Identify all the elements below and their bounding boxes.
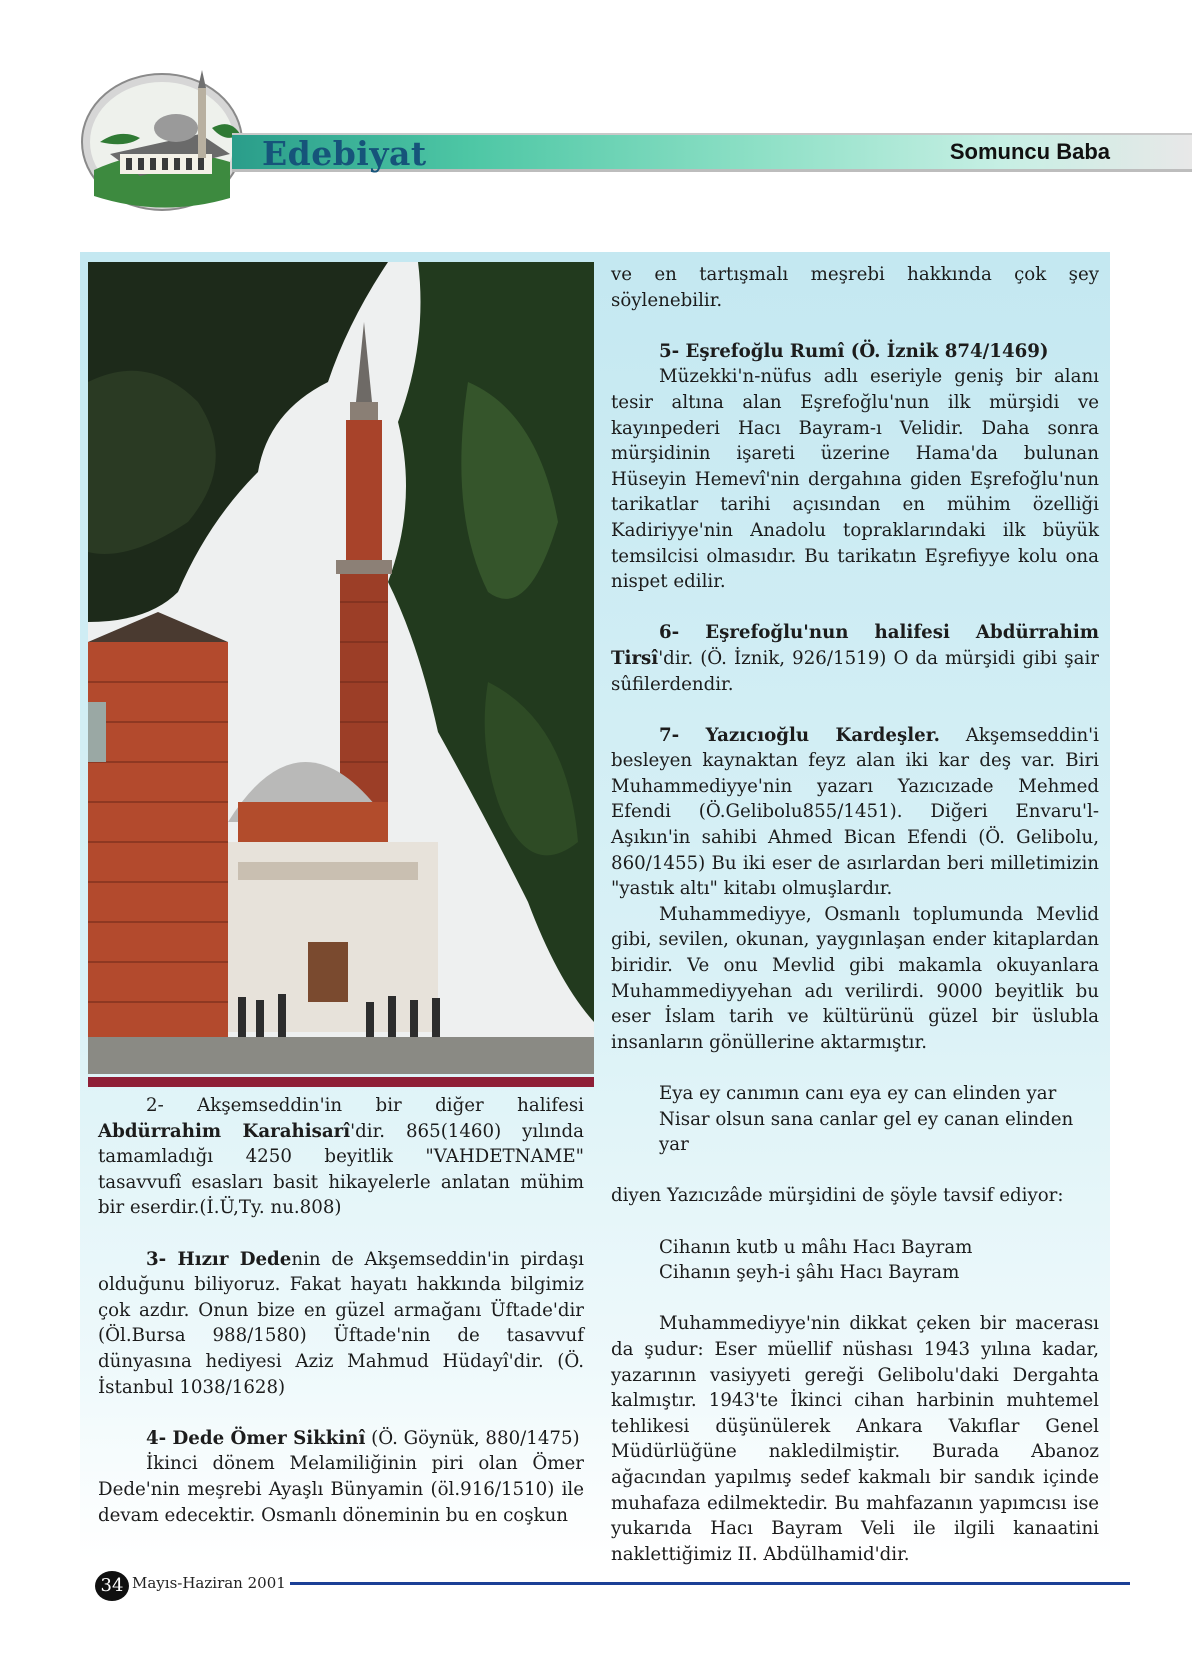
verse-line: Nisar olsun sana canlar gel ey canan elinden yar bbox=[659, 1108, 1074, 1156]
page-number: 34 bbox=[95, 1571, 129, 1601]
paragraph-7: 7- Yazıcıoğlu Kardeşler. Akşemseddin'i besleyen kaynaktan feyz alan iki kar deş var. Biri Muhammediyye'nin yazarı Yazıcızade Mehmed Efendi (Ö.Gelibolu855/1451). Diğeri Envaru'l-Aşıkın'in sahibi Ahmed Bican Efendi (Ö. Gelibolu, 860/1455) Bu iki eser de asırlardan beri milletimizin "yastık altı" kitabı olmuşlardır. bbox=[611, 724, 1099, 900]
paragraph-9: Muhammediyye'nin dikkat çeken bir macerası da şudur: Eser müellif nüshası 1943 yılına kadar, yazarının vasiyyeti gereği Gelibolu'daki Dergahta kalmıştır. 1943'te İkinci cihan harbinin muhtemel tehlikesi düşünülerek Ankara Vakıflar Genel Müdürlüğüne nakledilmiştir. Burada Abanoz ağacından yapılmış sedef kakmalı bir sandık içinde muhafaza edilmektedir. Bu mahfazanın yapımcısı ise yukarıda Hacı Bayram Veli ile ilgili kanaatini naklettiğimiz II. Abdülhamid'dir. bbox=[611, 1313, 1099, 1565]
mosque-photo-image bbox=[88, 262, 594, 1074]
section-title: Edebiyat bbox=[262, 134, 427, 173]
issue-date: Mayıs-Haziran 2001 bbox=[132, 1574, 286, 1592]
heading-abdurrahim-tirsi: 6- Eşrefoğlu'nun halifesi Abdürrahim Tirsî bbox=[611, 622, 1099, 669]
verse-line: Cihanın şeyh-i şâhı Hacı Bayram bbox=[659, 1262, 960, 1284]
paragraph-3: 3- Hızır Dedenin de Akşemseddin'in pirdaşı olduğunu biliyoruz. Fakat hayatı hakkında bilgimiz çok azdır. Onun bize en güzel armağanı Üftade'dir (Öl.Bursa 988/1580) Üftade'nin de tasavvuf dünyasına hediyesi Aziz Mahmud Hüdayî'dir. (Ö. İstanbul 1038/1628) bbox=[98, 1248, 584, 1398]
bridge-sentence: diyen Yazıcızâde mürşidini de şöyle tavsif ediyor: bbox=[611, 1185, 1064, 1207]
name-abdurrahim-karahisari: Abdürrahim Karahisarî bbox=[98, 1120, 351, 1142]
heading-dede-omer-sikkini: 4- Dede Ömer Sikkinî bbox=[146, 1427, 366, 1449]
continued-paragraph: ve en tartışmalı meşrebi hakkında çok şey söylenebilir. bbox=[611, 264, 1099, 311]
paragraph-6: 6- Eşrefoğlu'nun halifesi Abdürrahim Tirsî'dir. (Ö. İznik, 926/1519) O da mürşidi gibi şair sûfilerdendir. bbox=[611, 622, 1099, 695]
left-text-column bbox=[98, 1093, 584, 1528]
paragraph-4-heading: 4- Dede Ömer Sikkinî (Ö. Göynük, 880/1475) bbox=[146, 1427, 580, 1449]
magazine-title: Somuncu Baba bbox=[949, 139, 1110, 164]
heading-hizir-dede: 3- Hızır Dede bbox=[146, 1248, 292, 1270]
paragraph-5: Müzekki'n-nüfus adlı eseriyle geniş bir alanı tesir altına alan Eşrefoğlu'nun ilk mürşidi ve kayınpederi Hacı Bayram-ı Velidir. Daha sonra mürşidinin işareti üzerine Hama'da bulunan Hüseyin Hemevî'nin dergahına giden Eşrefoğlu'nun tarikatlar tarihi açısından en mühim özelliği Kadiriyye'nin Anadolu topraklarındaki ilk büyük temsilcisi olmasıdır. Bu tarikatın Eşrefiyye kolu ona nispet edilir. bbox=[611, 366, 1099, 593]
verse-line: Cihanın kutb u mâhı Hacı Bayram bbox=[659, 1236, 973, 1258]
footer-rule bbox=[290, 1582, 1130, 1585]
verse-line: Eya ey canımın canı eya ey can elinden yar bbox=[659, 1083, 1057, 1104]
paragraph-2: 2- Akşemseddin'in bir diğer halifesi Abdürrahim Karahisarî'dir. 865(1460) yılında tamamladığı 4250 beyitlik "VAHDETNAME" tasavvufî esasları basit hikayelerle anlatan mühim bir eserdir.(İ.Ü,Ty. nu.808) bbox=[98, 1095, 584, 1219]
heading-esrefoglu-rumi: 5- Eşrefoğlu Rumî (Ö. İznik 874/1469) bbox=[659, 340, 1049, 362]
mosque-photo bbox=[88, 262, 594, 1074]
heading-yaziciogl-kardesler: 7- Yazıcıoğlu Kardeşler. bbox=[659, 724, 940, 746]
photo-caption-rule bbox=[88, 1077, 594, 1087]
paragraph-4-body: İkinci dönem Melamiliğinin piri olan Ömer Dede'nin meşrebi Ayaşlı Bünyamin (öl.916/1510) ile devam edecektir. Osmanlı döneminin bu en coşkun bbox=[98, 1453, 584, 1526]
right-text-column bbox=[611, 262, 1099, 1567]
mosque-logo-icon bbox=[80, 58, 250, 216]
paragraph-8: Muhammediyye, Osmanlı toplumunda Mevlid gibi, sevilen, okunan, yaygınlaşan ender kitaplardan biridir. Ve onu Mevlid gibi makamla okuyanlara Muhammediyyehan adı verilirdi. 9000 beyitlik bu eser İslam tarih ve kültürünü güzel bir üslubla insanların gönüllerine aktarmıştır. bbox=[611, 903, 1099, 1053]
